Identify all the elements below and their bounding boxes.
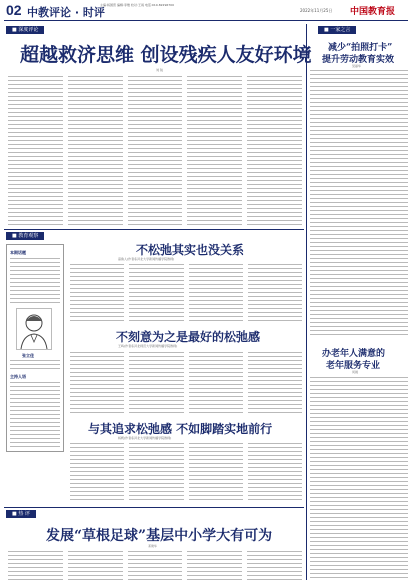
sidebar-topic-text [10, 258, 60, 306]
sidebar-heading-topic: 本期话题 [10, 250, 26, 255]
page-number: 02 [6, 2, 22, 18]
main-article-byline: 刘 锐 [156, 68, 163, 72]
right-article-1-body [310, 70, 408, 338]
header-rule [4, 20, 408, 21]
right-article-2-byline: 何晨 [352, 370, 359, 374]
section-tag-top: ■ 深度评论 [6, 26, 44, 34]
right-article-1-title-line2[interactable]: 提升劳动教育实效 [322, 55, 395, 65]
right-article-2-title-line2[interactable]: 老年服务专业 [326, 361, 381, 371]
issue-date: 2022年11月25日 [300, 8, 333, 13]
section-tag-bottom: ■ 热 评 [6, 510, 36, 518]
page-header [0, 0, 412, 22]
article-4-title[interactable]: 与其追求松弛感 不如脚踏实地前行 [88, 422, 273, 436]
article-2-title[interactable]: 不松弛其实也没关系 [136, 243, 245, 257]
right-article-1-byline: 吴丽华 [352, 64, 362, 68]
column-divider [306, 24, 307, 580]
article-2-body [70, 264, 302, 324]
bottom-article-title[interactable]: 发展“草根足球”基层中小学大有可为 [46, 528, 273, 544]
right-article-1-title-line1[interactable]: 减少“拍照打卡” [328, 43, 393, 53]
bottom-article-byline: 邓建华 [148, 544, 158, 548]
bottom-article-body [8, 551, 302, 583]
section-separator [4, 229, 304, 230]
main-article-title[interactable]: 超越救济思维 创设残疾人友好环境 [20, 44, 312, 66]
section-separator [4, 507, 304, 508]
article-3-title[interactable]: 不刻意为之是最好的松弛感 [116, 330, 261, 344]
section-tag-right: ■ 一家之言 [318, 26, 356, 34]
main-article-body [8, 76, 302, 226]
article-3-byline: 王鸣(作者系河北师范大学新闻传播学院教师) [118, 344, 178, 348]
sidebar-heading-host: 主持人语 [10, 374, 26, 379]
masthead-logo: 中国教育报 [350, 7, 396, 17]
host-intro-text [10, 382, 60, 448]
author-bio [10, 360, 60, 370]
editor-meta: 主编:杨国营 编辑:李维 校对:王雨 电话:010-82296700 [100, 3, 174, 7]
section-tag-middle: ■ 教育观察 [6, 232, 44, 240]
article-3-body [70, 352, 302, 416]
section-name: 中教评论 · 时评 [27, 6, 105, 19]
author-portrait [16, 308, 52, 350]
right-article-2-title-line1[interactable]: 办老年人满意的 [322, 349, 386, 359]
article-4-body [70, 443, 302, 503]
author-name: 张立佳 [22, 353, 34, 358]
portrait-sketch-icon [17, 309, 51, 349]
article-2-byline: 高鲁人(作者系河北大学新闻传播学院教师) [118, 257, 175, 261]
article-4-byline: 杨帆(作者系河北大学新闻传播学院教师) [118, 436, 172, 440]
right-article-2-body [310, 377, 408, 581]
